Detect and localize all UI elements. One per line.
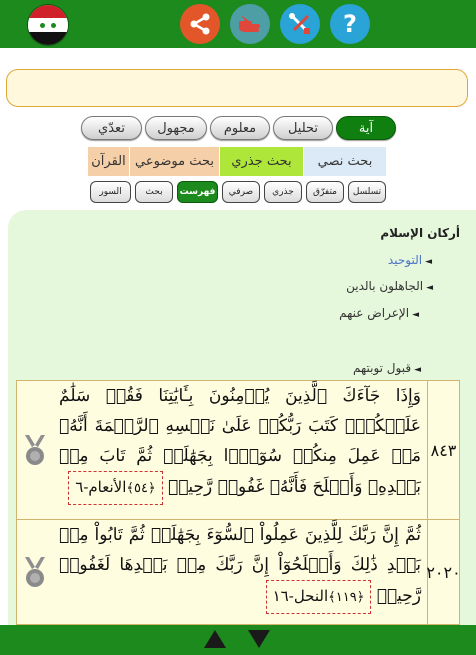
search-input[interactable] [6,69,468,107]
ayah-number: ﴿١١٩﴾ [328,590,365,605]
search-button[interactable]: بحث [135,181,173,203]
tree-item-qabul[interactable] [353,361,421,375]
share-icon[interactable] [180,4,220,44]
mode-button-maalum[interactable]: معلوم [210,116,270,140]
bottom-bar [0,625,476,655]
tools-icon[interactable] [280,4,320,44]
surah-ref: الأنعام-٦ [75,478,127,496]
tab-root-search[interactable]: بحث جذري [220,147,303,176]
triangle-left-icon: ◄ [412,310,419,320]
tree-item-label: الجاهلون بالدين [346,279,424,293]
tab-quran[interactable]: القرآن [88,147,129,176]
medal-icon[interactable] [17,520,53,624]
verse-row[interactable] [17,381,459,520]
verse-text: ثُمَّ إِنَّ رَبَّكَ لِلَّذِينَ عَمِلُواْ ٱلسُّوٓءَ بِجَهَٰلَةٖ ثُمَّ تَابُواْ مِنۢ بَعۡدِ ذَٰلِكَ وَأَصۡلَحُوٓاْ إِنَّ رَبَّكَ مِنۢ بَعۡدِهَا لَغَفُورٞ رَّحِيمٞ [59,525,421,606]
tree-item-jahilun[interactable] [346,279,433,293]
tree-item-label: الإعراض عنهم [339,306,410,320]
morph-button[interactable]: صرفي [222,181,260,203]
tree-item-tawhid[interactable] [388,253,432,267]
tree-item-label: قبول توبتهم [352,361,412,375]
verse-text-block [53,381,427,519]
top-toolbar [0,0,476,48]
help-button[interactable] [330,4,370,44]
tree-item-label: التوحيد [387,253,423,267]
tree-root[interactable]: أركان الإسلام [380,226,460,240]
tab-text-search[interactable]: بحث نصي [304,147,386,176]
surah-ref: النحل-١٦ [272,587,329,605]
root-button[interactable]: جذري [264,181,302,203]
mode-button-taaddi[interactable]: تعدّي [81,116,142,140]
verse-reference[interactable] [68,471,162,505]
mode-button-ayah[interactable]: آية [336,116,396,140]
sequence-button[interactable]: تسلسل [348,181,386,203]
verse-row[interactable] [17,520,459,624]
verse-text: وَإِذَا جَآءَكَ ٱلَّذِينَ يُؤۡمِنُونَ بِـَٔايَٰتِنَا فَقُلۡ سَلَٰمٌ عَلَيۡكُمۡۖ كَتَبَ رَبُّكُمۡ عَلَىٰ نَفۡسِهِ ٱلرَّحۡمَةَ أَنَّهُۥ مَنۡ عَمِلَ مِنكُمۡ سُوٓءَۢا بِجَهَٰلَةٖ ثُمَّ تَابَ مِنۢ بَعۡدِهِۦ وَأَصۡلَحَ فَأَنَّهُۥ غَفُورٞ رَّحِيمٞ [59,386,421,497]
verse-number: ٢٠٢٠ [427,520,459,624]
triangle-left-icon: ◄ [426,283,433,293]
medal-icon[interactable] [17,381,53,519]
help-icon: ? [343,10,357,38]
arrow-up-icon[interactable] [204,630,226,648]
verse-number: ٨٤٣ [427,381,459,519]
verse-text-block [53,520,427,624]
triangle-left-icon: ◄ [425,257,432,267]
index-button[interactable]: فهرست [177,181,218,203]
mode-button-majhul[interactable]: مجهول [145,116,207,140]
arrow-down-icon[interactable] [248,630,270,648]
verses-table [16,380,460,625]
mode-button-tahlil[interactable]: تحليل [273,116,333,140]
tree-item-iraad[interactable] [339,306,419,320]
pointing-hand-icon[interactable] [230,4,270,44]
verse-reference[interactable] [266,580,372,614]
syria-flag-icon[interactable] [28,5,68,45]
surahs-button[interactable]: السور [90,181,131,203]
ayah-number: ﴿٥٤﴾ [126,481,156,496]
tab-topic-search[interactable]: بحث موضوعي [130,147,219,176]
scattered-button[interactable]: متفرّق [306,181,344,203]
triangle-left-icon: ◄ [414,365,421,375]
